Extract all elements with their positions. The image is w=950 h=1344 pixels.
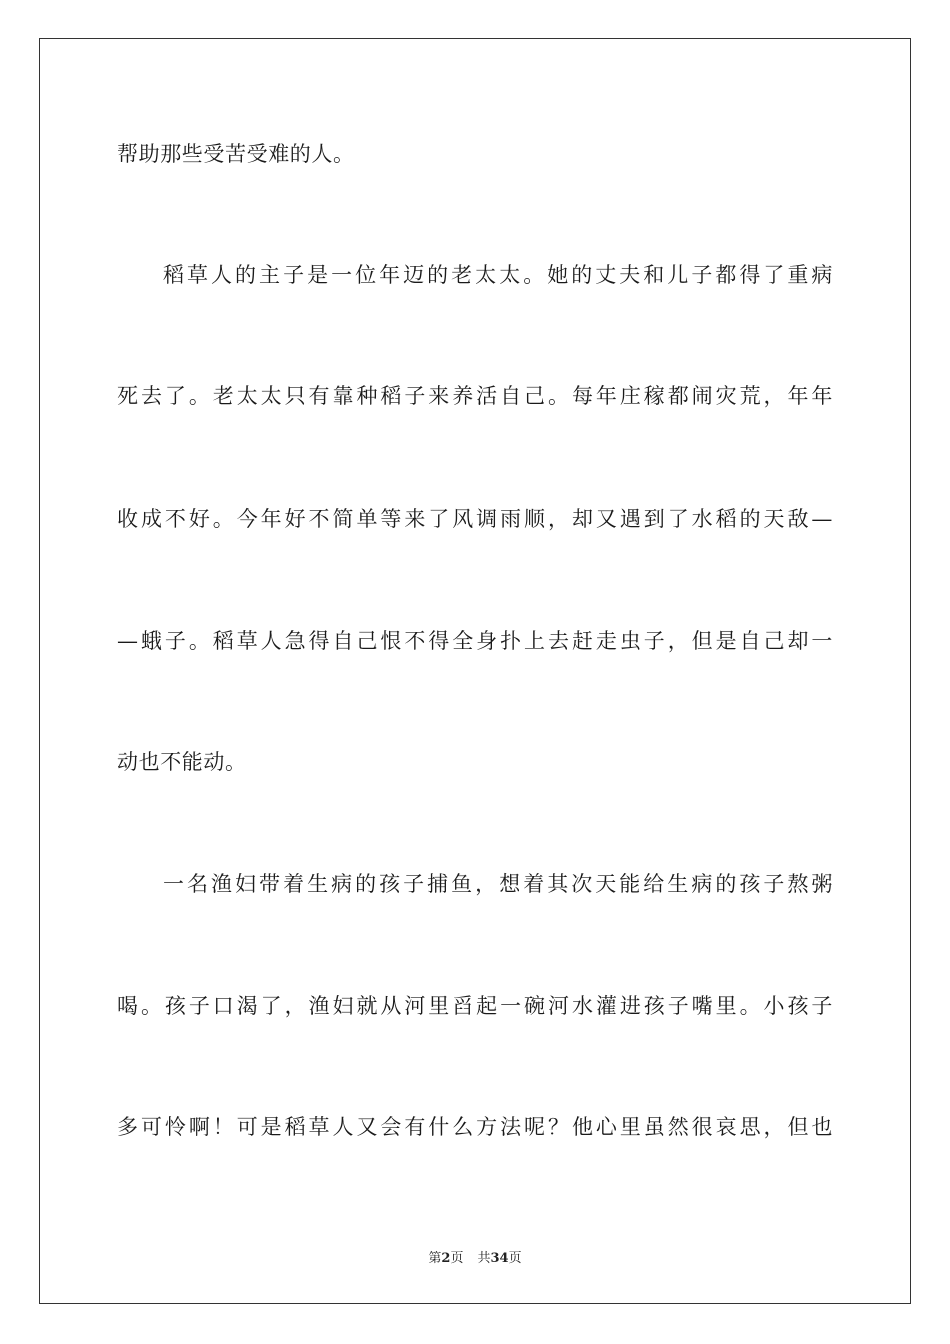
page-footer — [0, 1247, 950, 1266]
text-line-7: 一名渔妇带着生病的孩子捕鱼，想着其次天能给生病的孩子熬粥 — [163, 872, 833, 896]
text-line-4: 收成不好。今年好不简单等来了风调雨顺，却又遇到了水稻的天敌— — [117, 507, 833, 531]
text-line-6: 动也不能动。 — [117, 750, 247, 774]
total-prefix: 共 — [477, 1251, 491, 1266]
page-number: 2 — [441, 1251, 451, 1266]
page-suffix: 页 — [450, 1251, 464, 1266]
text-line-9: 多可怜啊！可是稻草人又会有什么方法呢？他心里虽然很哀思，但也 — [117, 1115, 833, 1139]
page-prefix: 第 — [428, 1251, 442, 1266]
text-line-3: 死去了。老太太只有靠种稻子来养活自己。每年庄稼都闹灾荒，年年 — [117, 384, 833, 408]
text-line-5: —蛾子。稻草人急得自己恨不得全身扑上去赶走虫子，但是自己却一 — [117, 629, 833, 653]
text-line-1: 帮助那些受苦受难的人。 — [117, 142, 355, 166]
total-suffix: 页 — [508, 1251, 522, 1266]
text-line-2: 稻草人的主子是一位年迈的老太太。她的丈夫和儿子都得了重病 — [163, 263, 833, 287]
total-pages: 34 — [490, 1251, 509, 1266]
text-line-8: 喝。孩子口渴了，渔妇就从河里舀起一碗河水灌进孩子嘴里。小孩子 — [117, 994, 833, 1018]
